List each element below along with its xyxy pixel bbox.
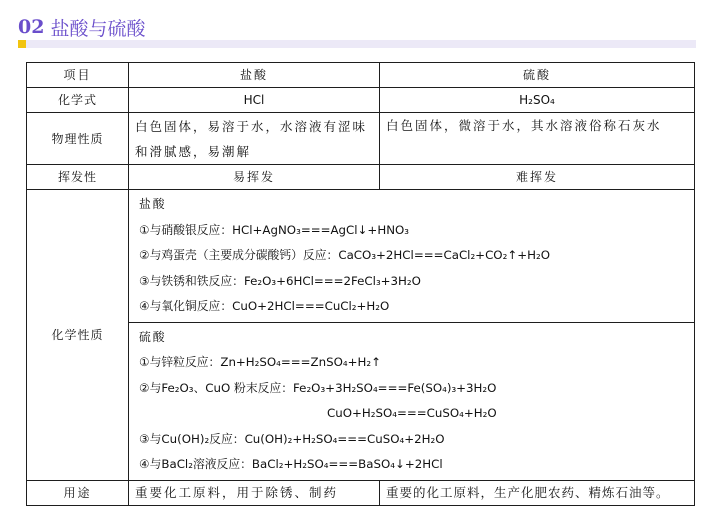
h2so4-reaction-1: ①与锌粒反应：Zn+H₂SO₄===ZnSO₄+H₂↑ [139,355,381,369]
row-label-chemical: 化学性质 [27,190,129,481]
hcl-reaction-3: ③与铁锈和铁反应：Fe₂O₃+6HCl===2FeCl₃+3H₂O [139,273,421,288]
acid-comparison-table [26,62,695,506]
header-item: 项目 [27,63,129,88]
table-header-row [27,63,695,88]
table-row-physical [27,113,695,165]
header-hcl: 盐酸 [129,63,380,88]
h2so4-reaction-2b: CuO+H₂SO₄===CuSO₄+H₂O [327,406,497,420]
table-row-volatility [27,165,695,190]
heading-underline-bar [18,40,696,48]
chemical-properties-cell [129,190,695,481]
h2so4-reaction-2: ②与Fe₂O₃、CuO 粉末反应：Fe₂O₃+3H₂SO₄===Fe(SO₄)₃+3H₂O [139,380,497,395]
section-number: 02 [18,16,45,38]
formula-h2so4: H₂SO₄ [380,88,695,113]
heading-accent-square [18,40,26,48]
row-label-physical: 物理性质 [27,113,129,165]
table-row-chemical [27,190,695,481]
physical-hcl: 白色固体，易溶于水，水溶液有涩味和滑腻感，易潮解 [129,113,380,165]
hcl-reaction-2: ②与鸡蛋壳（主要成分碳酸钙）反应：CaCO₃+2HCl===CaCl₂+CO₂↑+H₂O [139,248,550,262]
h2so4-reaction-4: ④与BaCl₂溶液反应：BaCl₂+H₂SO₄===BaSO₄↓+2HCl [139,457,443,471]
usage-h2so4: 重要的化工原料，生产化肥农药、精炼石油等。 [380,480,695,505]
formula-hcl: HCl [129,88,380,113]
header-h2so4: 硫酸 [380,63,695,88]
volatility-hcl: 易挥发 [129,165,380,190]
section-title: 盐酸与硫酸 [50,17,146,40]
hcl-reaction-4: ④与氧化铜反应：CuO+2HCl===CuCl₂+H₂O [139,299,390,313]
table-row-formula [27,88,695,113]
h2so4-reaction-3: ③与Cu(OH)₂反应：Cu(OH)₂+H₂SO₄===CuSO₄+2H₂O [139,431,445,446]
table-row-usage [27,480,695,505]
section-heading [18,16,145,38]
hcl-chemical-block [135,190,688,322]
hcl-reaction-1: ①与硝酸银反应：HCl+AgNO₃===AgCl↓+HNO₃ [139,222,410,237]
h2so4-chemical-block [135,323,688,480]
physical-h2so4: 白色固体，微溶于水，其水溶液俗称石灰水 [380,113,695,165]
hcl-chemical-title: 盐酸 [139,197,167,211]
row-label-formula: 化学式 [27,88,129,113]
usage-hcl: 重要化工原料，用于除锈、制药 [129,480,380,505]
h2so4-chemical-title: 硫酸 [139,329,167,344]
row-label-volatility: 挥发性 [27,165,129,190]
row-label-usage: 用途 [27,480,129,505]
volatility-h2so4: 难挥发 [380,165,695,190]
